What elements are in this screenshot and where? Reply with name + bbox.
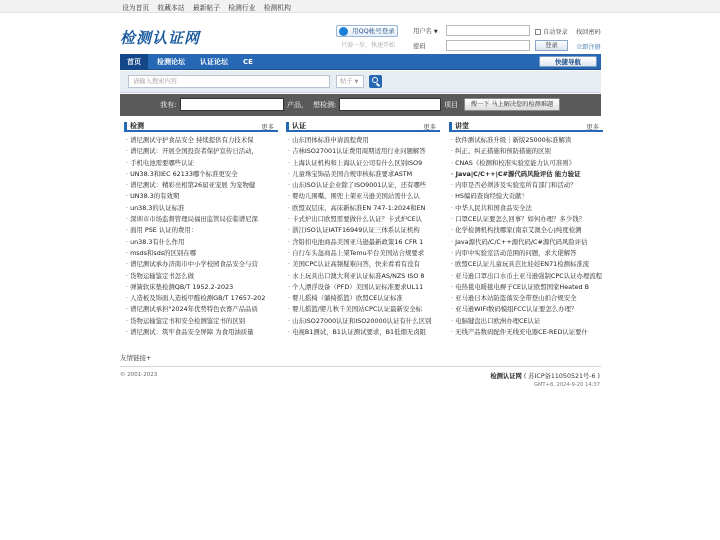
quick-nav-button[interactable]: 快捷导航	[539, 56, 597, 67]
header-marker	[286, 122, 289, 130]
auto-login-checkbox[interactable]	[535, 27, 568, 36]
qq-login-hint: 只需一步，快速开始	[341, 42, 396, 49]
friend-links[interactable]: 友情链接+	[120, 354, 152, 362]
list-item[interactable]: · 弹簧软床垫检测QB/T 1952.2-2023	[124, 282, 278, 293]
list-item[interactable]: · 化学检测机构找哪家(南京艾澳全心)纯度检测	[449, 225, 603, 236]
list-item[interactable]: · 谱尼测试承办济南市中小学校园食品安全与营	[124, 259, 278, 270]
password-input[interactable]	[446, 40, 530, 51]
search-button[interactable]	[369, 75, 382, 88]
list-item[interactable]: · 谱尼测试守护食品安全 持续提供有力技术保	[124, 135, 278, 146]
list-item[interactable]: · 电脑键盘出口欧洲办理CE认证	[449, 316, 603, 327]
post-list	[124, 135, 278, 338]
register-link[interactable]: 立即注册	[576, 44, 601, 51]
qq-icon	[339, 27, 348, 36]
qq-login-label: 用QQ帐号登录	[352, 27, 395, 35]
username-input[interactable]	[446, 25, 530, 36]
list-item[interactable]: · Java源代码/C/C++源代码/C#源代码风险评估	[449, 237, 603, 248]
column-certification	[286, 120, 440, 338]
list-item[interactable]: · 纠正、纠正措施和预防措施的区别	[449, 146, 603, 157]
list-item[interactable]: · 中华人民共和国食品安全法	[449, 203, 603, 214]
top-link-industry[interactable]: 检测行业	[228, 4, 256, 12]
list-item[interactable]: · 手机电池需要哪些认证	[124, 158, 278, 169]
top-link-institutions[interactable]: 检测机构	[263, 4, 291, 12]
footer-icp[interactable]: ( 苏ICP备11050521号-6 )	[523, 373, 600, 380]
list-item[interactable]: · 货物运输鉴定书怎么做	[124, 271, 278, 282]
top-link-set-home[interactable]: 设为首页	[122, 4, 150, 12]
list-item[interactable]: · 亚马逊日本站防盗落安全带登山扣合规安全	[449, 293, 603, 304]
list-item[interactable]: · 山东团体标准申请流程费用	[286, 135, 440, 146]
post-list	[286, 135, 440, 338]
list-item[interactable]: · 婴幼儿围嘴、围兜上架亚马逊美国站需什么认	[286, 191, 440, 202]
demand-search-bar	[120, 94, 601, 116]
list-item[interactable]: · 欧盟CE认证儿童玩具芭比娃娃EN71检测标准流	[449, 259, 603, 270]
list-item[interactable]: · 内审中实验室活动范围的问题，求大佬解答	[449, 248, 603, 259]
list-item[interactable]: · CNAS《检测和校准实验室能力认可准则》	[449, 158, 603, 169]
login-box	[406, 24, 601, 52]
column-title: 讲堂	[455, 122, 469, 130]
list-item[interactable]: · UN38.3的有效期	[124, 191, 278, 202]
footer-divider	[120, 366, 601, 367]
top-link-bookmark[interactable]: 收藏本站	[157, 4, 185, 12]
list-item[interactable]: · un38.3有什么作用	[124, 237, 278, 248]
more-link[interactable]: 更多	[423, 123, 436, 131]
list-item[interactable]: · 浙江ISO认证IATF16949认证三体系认证机构	[286, 225, 440, 236]
column-testing	[124, 120, 278, 338]
footer-site-info	[490, 371, 600, 380]
list-item[interactable]: · un38.3的认证标准	[124, 203, 278, 214]
main-nav	[120, 54, 601, 70]
column-header	[286, 120, 440, 132]
list-item[interactable]: · 欧盟双层床、高床新标准EN 747-1:2024和EN	[286, 203, 440, 214]
find-password-link[interactable]: 找回密码	[576, 29, 601, 36]
list-item[interactable]: · 人造板及饰面人造板甲醛检测GB/T 17657-202	[124, 293, 278, 304]
item-label: 项目	[444, 101, 458, 109]
list-item[interactable]: · 无线产品数码配件无线充电器CE-RED认证要什	[449, 327, 603, 338]
search-bar	[120, 71, 601, 93]
nav-item-certification-forum[interactable]: 认证论坛	[200, 58, 228, 66]
want-label: 想检测:	[313, 101, 337, 109]
have-label: 我有:	[160, 101, 177, 109]
list-item[interactable]: · 谱尼测试：开展全国投资者保护宣传日活动，	[124, 146, 278, 157]
footer-time: GMT+8, 2024-9-20 14:37	[533, 382, 600, 388]
want-test-input[interactable]	[339, 98, 441, 111]
list-item[interactable]: · 水上玩具出口澳大利亚认证标准AS/NZS ISO 8	[286, 271, 440, 282]
auto-login-label: 自动登录	[543, 29, 568, 36]
list-item[interactable]: · Java|C/C++|C#源代码风险评估 能力验证	[449, 169, 603, 180]
top-bar	[0, 0, 720, 13]
footer-site-name[interactable]: 检测认证网	[490, 373, 522, 380]
column-title: 认证	[292, 122, 306, 130]
list-item[interactable]: · 美国CPC认证高频疑难问答，快来看看有没有	[286, 259, 440, 270]
search-input[interactable]: 请输入搜索内容	[128, 75, 330, 88]
search-scope-label: 帖子	[340, 78, 353, 85]
password-label: 密码	[413, 43, 426, 50]
chevron-down-icon: ▼	[433, 29, 438, 35]
login-button[interactable]: 登录	[535, 40, 568, 51]
column-title: 检测	[130, 122, 144, 130]
list-item[interactable]: · 亚马逊WIFI数码模组FCC认证要怎么办理？	[449, 304, 603, 315]
list-item[interactable]: · 深圳市市场监督管理局福田监管局莅临谱尼深	[124, 214, 278, 225]
qq-login-button[interactable]	[336, 25, 398, 37]
site-logo[interactable]: 检测认证网	[120, 29, 201, 47]
list-item[interactable]: · 个人漂浮设备（PFD）美国认证标准要求UL11	[286, 282, 440, 293]
footer-copyright: © 2001-2023	[120, 372, 158, 378]
list-item[interactable]: · 自行车头盔商品上架Temu平台美国站合规要求	[286, 248, 440, 259]
list-item[interactable]: · 上海认证机构和上海认证公司有什么区别ISO9	[286, 158, 440, 169]
product-label: 产品，	[287, 101, 308, 109]
list-item[interactable]: · 软件测试标准升级｜新版25000标准解读	[449, 135, 603, 146]
top-link-latest-posts[interactable]: 最新帖子	[192, 4, 221, 12]
list-item[interactable]: · 内审是否必须涉及实验室所有部门和活动？	[449, 180, 603, 191]
list-item[interactable]: · 含铅扣电池商品美国亚马逊最新政策16 CFR 1	[286, 237, 440, 248]
have-product-input[interactable]	[180, 98, 284, 111]
more-link[interactable]: 更多	[261, 123, 274, 131]
post-list	[449, 135, 603, 338]
nav-item-home[interactable]: 首页	[120, 54, 148, 70]
top-links	[122, 2, 297, 12]
search-icon	[372, 77, 378, 83]
checkbox-icon	[535, 29, 541, 35]
list-item[interactable]: · 谱尼测试：精彩亮相第26届亚宠展 为宠物健	[124, 180, 278, 191]
column-header	[449, 120, 603, 132]
list-item[interactable]: · 卡式炉出口欧盟需要做什么认证？卡式炉CE认	[286, 214, 440, 225]
more-link[interactable]: 更多	[586, 123, 599, 131]
header-marker	[124, 122, 127, 130]
list-item[interactable]: · HS编码查询经验大贡献！	[449, 191, 603, 202]
list-item[interactable]: · 电视B1测试，B1认证测试要求，B1低烟无卤阻	[286, 327, 440, 338]
username-type-select[interactable]	[413, 26, 445, 36]
list-item[interactable]: · 儿童珠宝饰品美国合规审核标准要求ASTM	[286, 169, 440, 180]
list-item[interactable]: · 面用 PSE 认证的费用：	[124, 225, 278, 236]
username-type-label: 用户名	[413, 28, 432, 35]
column-lecture	[449, 120, 603, 338]
list-item[interactable]: · 口罩CE认证要怎么回事？如何办理？多少钱？	[449, 214, 603, 225]
nav-item-testing-forum[interactable]: 检测论坛	[157, 58, 185, 66]
list-item[interactable]: · 吉林ISO27001认证费用周期适用行业问题解答	[286, 146, 440, 157]
search-scope-select[interactable]	[336, 75, 364, 88]
list-item[interactable]: · 山东ISO27000认证和ISO20000认证有什么区别	[286, 316, 440, 327]
list-item[interactable]: · UN38.3和IEC 62133哪个标准更安全	[124, 169, 278, 180]
list-item[interactable]: · msds和sds的区别在哪	[124, 248, 278, 259]
list-item[interactable]: · 货物运输鉴定书和安全检测鉴定书的区别	[124, 316, 278, 327]
list-item[interactable]: · 谱尼测试承担"2024年优势特色农畜产品品质	[124, 304, 278, 315]
list-item[interactable]: · 山东ISO认证企业除了ISO9001认证，还有哪些	[286, 180, 440, 191]
column-header	[124, 120, 278, 132]
nav-item-ce[interactable]: CE	[243, 58, 253, 66]
list-item[interactable]: · 谱尼测试：筑牢食品安全屏障 为食用油质量	[124, 327, 278, 338]
header-marker	[449, 122, 452, 130]
list-item[interactable]: · 婴儿摇篮/婴儿秋千美国站CPC认证最新安全标	[286, 304, 440, 315]
list-item[interactable]: · 亚马逊口罩出口水币土亚马逊强制CPC认证办理流程	[449, 271, 603, 282]
list-item[interactable]: · 婴儿摇椅（躺椅摇篮）欧盟CE认证标准	[286, 293, 440, 304]
list-item[interactable]: · 电热毯电暖毯电褥子CE认证欧盟国家Heated B	[449, 282, 603, 293]
demand-search-button[interactable]: 搜一下 马上解决您的检测难题	[464, 98, 560, 111]
chevron-down-icon: ▼	[354, 79, 359, 85]
